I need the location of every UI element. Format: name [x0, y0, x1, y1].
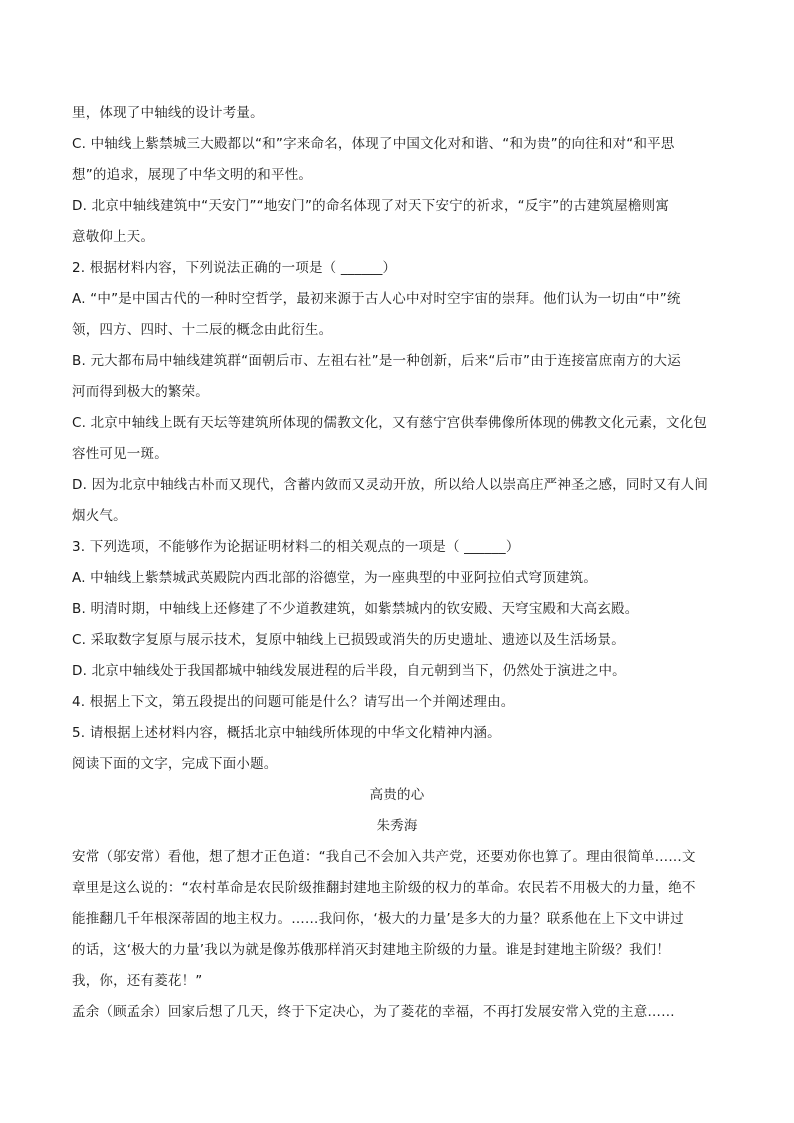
question-4: [72, 687, 722, 718]
text-line: D. 北京中轴线建筑中“天安门”“地安门”的命名体现了对天下安宁的祈求，“反宇”的古建筑屋檐则寓: [72, 198, 670, 214]
question-2: [72, 253, 722, 284]
text-line: 里，体现了中轴线的设计考量。: [72, 105, 264, 121]
text-line: 烟火气。: [72, 508, 127, 524]
text-line: 意敬仰上天。: [72, 229, 155, 245]
text-line: C. 中轴线上紫禁城三大殿都以“和”字来命名，体现了中国文化对和谐、“和为贵”的向往和对“和平思: [72, 136, 675, 152]
reading-instruction: [72, 749, 722, 780]
paragraph-p2: [72, 129, 722, 191]
question-3-option-a: [72, 563, 722, 594]
paragraph-p1: [72, 98, 722, 129]
text-line: 阅读下面的文字，完成下面小题。: [72, 756, 278, 772]
text-line: B. 元大都布局中轴线建筑群“面朝后市、左祖右社”是一种创新，后来“后市”由于连接富庶南方的大运: [72, 353, 681, 369]
story-paragraph-2: [72, 997, 722, 1028]
question-2-option-c: [72, 408, 722, 470]
text-line: A. 中轴线上紫禁城武英殿院内西北部的浴德堂，为一座典型的中亚阿拉伯式穹顶建筑。: [72, 570, 598, 586]
text-line: 容性可见一斑。: [72, 446, 168, 462]
text-line: D. 因为北京中轴线古朴而又现代，含蓄内敛而又灵动开放，所以给人以崇高庄严神圣之感，同时又有人间: [72, 477, 709, 493]
question-3: [72, 532, 722, 563]
text-line: 我，你，还有菱花！”: [72, 973, 203, 989]
text-line: D. 北京中轴线处于我国都城中轴线发展进程的后半段，自元朝到当下，仍然处于演进之中。: [72, 663, 626, 679]
question-stem: 2. 根据材料内容，下列说法正确的一项是（ ______）: [72, 260, 397, 276]
text-line: B. 明清时期，中轴线上还修建了不少道教建筑，如紫禁城内的钦安殿、天穹宝殿和大高玄殿。: [72, 601, 639, 617]
text-line: 想”的追求，展现了中华文明的和平性。: [72, 167, 313, 183]
question-2-option-d: [72, 470, 722, 532]
text-line: C. 北京中轴线上既有天坛等建筑所体现的儒教文化，又有慈宁宫供奉佛像所体现的佛教文化元素，文化包: [72, 415, 708, 431]
paragraph-p3: [72, 191, 722, 253]
text-line: C. 采取数字复原与展示技术，复原中轴线上已损毁或消失的历史遗址、遗迹以及生活场景。: [72, 632, 625, 648]
story-title: 高贵的心: [369, 787, 425, 803]
text-line: 的话，这‘极大的力量’我以为就是像苏俄那样消灭封建地主阶级的力量。谁是封建地主阶级？我们！: [72, 942, 671, 958]
story-paragraph-1: [72, 842, 722, 997]
text-line: 领，四方、四时、十二辰的概念由此衍生。: [72, 322, 333, 338]
text-line: 安常（邬安常）看他，想了想才正色道：“我自己不会加入共产党，还要劝你也算了。理由很简单……文: [72, 849, 696, 865]
question-3-option-d: [72, 656, 722, 687]
question-2-option-b: [72, 346, 722, 408]
text-line: 孟余（顾孟余）回家后想了几天，终于下定决心，为了菱花的幸福，不再打发展安常入党的主意……: [72, 1004, 675, 1020]
story-author: 朱秀海: [376, 818, 418, 834]
question-2-option-a: [72, 284, 722, 346]
question-stem: 3. 下列选项，不能够作为论据证明材料二的相关观点的一项是（ ______）: [72, 539, 520, 555]
text-line: A. “中”是中国古代的一种时空哲学，最初来源于古人心中对时空宇宙的崇拜。他们认为一切由“中”统: [72, 291, 681, 307]
document-page: [72, 98, 722, 1028]
question-3-option-b: [72, 594, 722, 625]
text-line: 能推翻几千年根深蒂固的地主权力。……我问你，‘极大的力量’是多大的力量？联系他在上下文中讲过: [72, 911, 684, 927]
question-stem: 4. 根据上下文，第五段提出的问题可能是什么？请写出一个并阐述理由。: [72, 694, 515, 710]
question-3-option-c: [72, 625, 722, 656]
question-5: [72, 718, 722, 749]
question-stem: 5. 请根据上述材料内容，概括北京中轴线所体现的中华文化精神内涵。: [72, 725, 501, 741]
text-line: 河而得到极大的繁荣。: [72, 384, 209, 400]
text-line: 章里是这么说的：“农村革命是农民阶级推翻封建地主阶级的权力的革命。农民若不用极大的力量，绝不: [72, 880, 696, 896]
